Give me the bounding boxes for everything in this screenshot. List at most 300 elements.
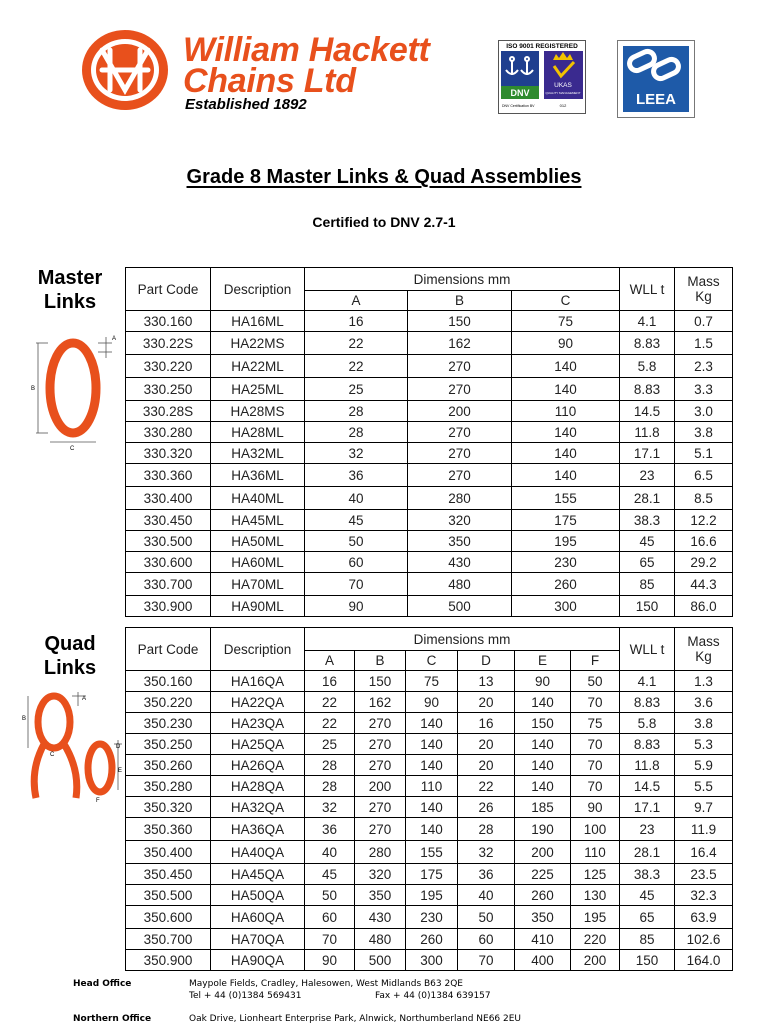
table-cell: 8.83 — [620, 734, 675, 755]
table-cell: HA50QA — [211, 885, 305, 906]
table-cell: 200 — [515, 841, 571, 864]
table-cell: HA40ML — [211, 487, 305, 510]
col-header-c: C — [406, 651, 458, 671]
table-cell: 500 — [408, 596, 512, 617]
table-cell: 40 — [458, 885, 515, 906]
table-cell: 195 — [512, 531, 620, 552]
col-header-mass: Mass Kg — [675, 628, 733, 671]
table-cell: 44.3 — [675, 573, 733, 596]
col-header-d: D — [458, 651, 515, 671]
table-cell: 14.5 — [620, 401, 675, 422]
table-cell: 8.83 — [620, 378, 675, 401]
table-cell: 330.220 — [126, 355, 211, 378]
table-cell: HA36ML — [211, 464, 305, 487]
table-cell: 140 — [512, 443, 620, 464]
table-cell: 330.250 — [126, 378, 211, 401]
table-cell: HA16QA — [211, 671, 305, 692]
table-cell: 36 — [305, 818, 355, 841]
table-cell: 23 — [620, 464, 675, 487]
table-cell: HA28QA — [211, 776, 305, 797]
ukas-label: UKAS — [554, 82, 572, 89]
table-cell: 110 — [406, 776, 458, 797]
table-cell: 2.3 — [675, 355, 733, 378]
table-cell: 350 — [515, 906, 571, 929]
table-cell: 140 — [406, 755, 458, 776]
table-cell: 410 — [515, 929, 571, 950]
table-cell: 140 — [515, 755, 571, 776]
table-cell: 270 — [355, 755, 406, 776]
col-header-e: E — [515, 651, 571, 671]
table-row — [126, 332, 733, 355]
svg-text:D: D — [116, 744, 121, 750]
table-cell: HA16ML — [211, 311, 305, 332]
table-cell: 4.1 — [620, 311, 675, 332]
table-cell: 32 — [305, 443, 408, 464]
table-cell: 200 — [408, 401, 512, 422]
table-row — [126, 734, 733, 755]
table-row — [126, 776, 733, 797]
table-cell: 16 — [458, 713, 515, 734]
table-cell: 140 — [512, 378, 620, 401]
table-cell: 330.600 — [126, 552, 211, 573]
table-cell: 5.3 — [675, 734, 733, 755]
table-cell: 70 — [305, 929, 355, 950]
table-cell: 350 — [355, 885, 406, 906]
table-cell: HA60ML — [211, 552, 305, 573]
table-row — [126, 755, 733, 776]
table-cell: 270 — [408, 378, 512, 401]
leea-label: LEEA — [635, 91, 677, 108]
table-cell: 75 — [571, 713, 620, 734]
table-cell: 350.400 — [126, 841, 211, 864]
table-cell: 45 — [620, 531, 675, 552]
table-cell: 350.260 — [126, 755, 211, 776]
table-cell: 270 — [355, 713, 406, 734]
table-row — [126, 422, 733, 443]
dnv-sub: DNV Certification BV — [502, 104, 535, 108]
table-cell: 175 — [512, 510, 620, 531]
table-cell: 90 — [406, 692, 458, 713]
table-cell: 195 — [571, 906, 620, 929]
table-cell: 32 — [305, 797, 355, 818]
table-cell: 162 — [408, 332, 512, 355]
table-cell: 480 — [355, 929, 406, 950]
table-cell: 430 — [408, 552, 512, 573]
table-cell: 28 — [458, 818, 515, 841]
table-cell: HA26QA — [211, 755, 305, 776]
table-cell: 65 — [620, 906, 675, 929]
table-cell: 162 — [355, 692, 406, 713]
table-cell: 164.0 — [675, 950, 733, 971]
table-cell: HA22MS — [211, 332, 305, 355]
table-cell: 140 — [406, 734, 458, 755]
table-cell: 140 — [515, 776, 571, 797]
table-cell: HA70ML — [211, 573, 305, 596]
svg-text:B: B — [31, 386, 36, 392]
table-row — [126, 713, 733, 734]
table-cell: 110 — [512, 401, 620, 422]
table-cell: 330.160 — [126, 311, 211, 332]
table-cell: 28 — [305, 755, 355, 776]
table-cell: HA45ML — [211, 510, 305, 531]
table-cell: 150 — [620, 596, 675, 617]
table-cell: 45 — [620, 885, 675, 906]
table-cell: 350.700 — [126, 929, 211, 950]
table-row — [126, 692, 733, 713]
table-cell: 270 — [408, 464, 512, 487]
table-cell: 25 — [305, 378, 408, 401]
table-cell: 20 — [458, 755, 515, 776]
quad-link-diagram — [22, 690, 126, 808]
table-cell: 26 — [458, 797, 515, 818]
col-header-wll: WLL t — [620, 268, 675, 311]
table-cell: 400 — [515, 950, 571, 971]
table-cell: 1.3 — [675, 671, 733, 692]
svg-text:B: B — [22, 716, 27, 722]
table-cell: 36 — [458, 864, 515, 885]
table-cell: 75 — [512, 311, 620, 332]
table-cell: 12.2 — [675, 510, 733, 531]
table-cell: 70 — [305, 573, 408, 596]
table-row — [126, 671, 733, 692]
table-cell: 90 — [515, 671, 571, 692]
table-cell: 8.5 — [675, 487, 733, 510]
table-cell: 70 — [571, 734, 620, 755]
head-office-label: Head Office — [73, 979, 132, 989]
table-row — [126, 378, 733, 401]
table-cell: HA28MS — [211, 401, 305, 422]
table-cell: 4.1 — [620, 671, 675, 692]
table-cell: HA70QA — [211, 929, 305, 950]
table-cell: 175 — [406, 864, 458, 885]
table-cell: 5.8 — [620, 713, 675, 734]
table-cell: 280 — [408, 487, 512, 510]
table-cell: 230 — [512, 552, 620, 573]
table-cell: 28 — [305, 776, 355, 797]
table-cell: HA60QA — [211, 906, 305, 929]
table-cell: 430 — [355, 906, 406, 929]
table-cell: 60 — [305, 552, 408, 573]
table-cell: HA50ML — [211, 531, 305, 552]
table-cell: 23.5 — [675, 864, 733, 885]
table-cell: 260 — [512, 573, 620, 596]
table-cell: 300 — [406, 950, 458, 971]
table-row — [126, 573, 733, 596]
table-cell: HA28ML — [211, 422, 305, 443]
table-cell: HA32ML — [211, 443, 305, 464]
table-cell: 28.1 — [620, 487, 675, 510]
table-cell: 350.230 — [126, 713, 211, 734]
table-cell: 16.6 — [675, 531, 733, 552]
table-cell: 40 — [305, 487, 408, 510]
table-cell: 40 — [305, 841, 355, 864]
table-row — [126, 355, 733, 378]
table-cell: 1.5 — [675, 332, 733, 355]
table-cell: 11.9 — [675, 818, 733, 841]
col-header-b: B — [408, 291, 512, 311]
table-cell: 125 — [571, 864, 620, 885]
table-cell: 270 — [408, 443, 512, 464]
northern-office-label: Northern Office — [73, 1014, 152, 1024]
table-cell: 6.5 — [675, 464, 733, 487]
table-cell: HA90ML — [211, 596, 305, 617]
table-cell: 110 — [571, 841, 620, 864]
table-cell: 200 — [355, 776, 406, 797]
col-header-c: C — [512, 291, 620, 311]
col-header-description: Description — [211, 268, 305, 311]
table-cell: HA32QA — [211, 797, 305, 818]
col-header-mass: Mass Kg — [675, 268, 733, 311]
table-cell: 330.320 — [126, 443, 211, 464]
table-cell: 17.1 — [620, 443, 675, 464]
table-cell: 16.4 — [675, 841, 733, 864]
northern-office-address: Oak Drive, Lionheart Enterprise Park, Alnwick, Northumberland NE66 2EU — [189, 1014, 522, 1024]
table-cell: 22 — [305, 355, 408, 378]
master-links-table — [125, 267, 733, 617]
head-office-tel: Tel + 44 (0)1384 569431 — [189, 991, 302, 1001]
table-cell: 220 — [571, 929, 620, 950]
table-cell: 140 — [406, 818, 458, 841]
head-office-address: Maypole Fields, Cradley, Halesowen, West Midlands B63 2QE — [189, 979, 463, 989]
table-cell: 90 — [571, 797, 620, 818]
table-cell: 330.700 — [126, 573, 211, 596]
table-cell: 38.3 — [620, 510, 675, 531]
table-row — [126, 864, 733, 885]
table-cell: 5.9 — [675, 755, 733, 776]
table-cell: 14.5 — [620, 776, 675, 797]
col-header-dimensions: Dimensions mm — [305, 268, 620, 291]
quad-links-table — [125, 627, 733, 971]
table-cell: 50 — [458, 906, 515, 929]
table-cell: 22 — [305, 332, 408, 355]
table-cell: 330.280 — [126, 422, 211, 443]
table-cell: 330.900 — [126, 596, 211, 617]
table-cell: 29.2 — [675, 552, 733, 573]
table-cell: 22 — [305, 692, 355, 713]
table-cell: HA23QA — [211, 713, 305, 734]
table-cell: 17.1 — [620, 797, 675, 818]
table-cell: 3.3 — [675, 378, 733, 401]
table-cell: 155 — [406, 841, 458, 864]
table-cell: 20 — [458, 692, 515, 713]
table-row — [126, 885, 733, 906]
col-header-part-code: Part Code — [126, 268, 211, 311]
table-row — [126, 552, 733, 573]
quad-link-icon — [34, 696, 112, 798]
col-header-part-code: Part Code — [126, 628, 211, 671]
table-cell: 320 — [408, 510, 512, 531]
table-cell: 330.450 — [126, 510, 211, 531]
svg-text:A: A — [112, 336, 117, 342]
table-row — [126, 950, 733, 971]
table-cell: 270 — [355, 734, 406, 755]
table-row — [126, 510, 733, 531]
table-cell: 140 — [512, 464, 620, 487]
table-cell: 50 — [571, 671, 620, 692]
table-cell: 260 — [515, 885, 571, 906]
table-cell: 200 — [571, 950, 620, 971]
table-cell: 102.6 — [675, 929, 733, 950]
established-tagline: Established 1892 — [185, 96, 307, 113]
document-subtitle: Certified to DNV 2.7-1 — [312, 214, 456, 230]
company-name-line2: Chains Ltd — [183, 62, 356, 100]
table-cell: 270 — [355, 797, 406, 818]
table-cell: 100 — [571, 818, 620, 841]
table-cell: 28.1 — [620, 841, 675, 864]
table-cell: HA45QA — [211, 864, 305, 885]
table-cell: 3.8 — [675, 422, 733, 443]
table-cell: HA36QA — [211, 818, 305, 841]
col-header-a: A — [305, 291, 408, 311]
table-cell: 75 — [406, 671, 458, 692]
table-cell: 0.7 — [675, 311, 733, 332]
table-row — [126, 818, 733, 841]
leea-badge — [617, 40, 695, 118]
table-cell: 23 — [620, 818, 675, 841]
table-cell: 350.500 — [126, 885, 211, 906]
table-row — [126, 841, 733, 864]
table-cell: 140 — [512, 422, 620, 443]
table-cell: 20 — [458, 734, 515, 755]
table-cell: 140 — [406, 797, 458, 818]
table-cell: HA22QA — [211, 692, 305, 713]
table-cell: 330.22S — [126, 332, 211, 355]
table-cell: 90 — [305, 950, 355, 971]
table-cell: 16 — [305, 671, 355, 692]
svg-text:F: F — [96, 798, 100, 804]
table-cell: 5.8 — [620, 355, 675, 378]
table-row — [126, 311, 733, 332]
company-logo-mark — [80, 28, 170, 112]
table-cell: 11.8 — [620, 422, 675, 443]
quad-links-heading: Quad Links — [43, 633, 97, 679]
table-cell: 5.5 — [675, 776, 733, 797]
table-cell: 3.0 — [675, 401, 733, 422]
table-cell: 270 — [408, 422, 512, 443]
table-cell: 225 — [515, 864, 571, 885]
table-cell: 70 — [458, 950, 515, 971]
ukas-code: 012 — [559, 103, 567, 108]
table-cell: 28 — [305, 401, 408, 422]
table-cell: 350.900 — [126, 950, 211, 971]
table-cell: 155 — [512, 487, 620, 510]
table-row — [126, 906, 733, 929]
table-cell: 350.360 — [126, 818, 211, 841]
table-cell: 50 — [305, 531, 408, 552]
table-cell: 36 — [305, 464, 408, 487]
table-cell: 350.220 — [126, 692, 211, 713]
table-cell: 330.500 — [126, 531, 211, 552]
table-cell: 70 — [571, 755, 620, 776]
svg-text:C: C — [70, 446, 75, 452]
table-row — [126, 929, 733, 950]
table-cell: 480 — [408, 573, 512, 596]
table-cell: 50 — [305, 885, 355, 906]
table-cell: 70 — [571, 776, 620, 797]
col-header-b: B — [355, 651, 406, 671]
table-row — [126, 596, 733, 617]
table-cell: 70 — [571, 692, 620, 713]
table-cell: 3.6 — [675, 692, 733, 713]
table-cell: 22 — [458, 776, 515, 797]
table-cell: 185 — [515, 797, 571, 818]
table-cell: 28 — [305, 422, 408, 443]
table-cell: 195 — [406, 885, 458, 906]
svg-text:E: E — [118, 768, 123, 774]
table-cell: 270 — [355, 818, 406, 841]
col-header-description: Description — [211, 628, 305, 671]
col-header-wll: WLL t — [620, 628, 675, 671]
table-cell: 330.400 — [126, 487, 211, 510]
table-cell: 8.83 — [620, 692, 675, 713]
table-cell: 500 — [355, 950, 406, 971]
col-header-f: F — [571, 651, 620, 671]
table-cell: 350.250 — [126, 734, 211, 755]
master-links-heading: Master Links — [37, 267, 103, 313]
table-cell: 140 — [512, 355, 620, 378]
table-cell: 60 — [458, 929, 515, 950]
table-cell: 45 — [305, 510, 408, 531]
table-cell: 140 — [515, 734, 571, 755]
svg-text:A: A — [82, 696, 87, 702]
table-cell: 32.3 — [675, 885, 733, 906]
master-link-icon — [50, 343, 96, 433]
table-cell: 22 — [305, 713, 355, 734]
company-name-line1: William Hackett — [183, 31, 430, 69]
table-cell: 60 — [305, 906, 355, 929]
table-cell: 350.280 — [126, 776, 211, 797]
table-cell: 300 — [512, 596, 620, 617]
table-cell: 350.160 — [126, 671, 211, 692]
col-header-dimensions: Dimensions mm — [305, 628, 620, 651]
head-office-fax: Fax + 44 (0)1384 639157 — [375, 991, 491, 1001]
table-cell: 32 — [458, 841, 515, 864]
table-cell: 13 — [458, 671, 515, 692]
table-cell: 130 — [571, 885, 620, 906]
table-cell: 280 — [355, 841, 406, 864]
table-cell: 86.0 — [675, 596, 733, 617]
table-cell: 150 — [355, 671, 406, 692]
table-cell: 5.1 — [675, 443, 733, 464]
table-cell: 63.9 — [675, 906, 733, 929]
table-cell: 150 — [515, 713, 571, 734]
table-row — [126, 401, 733, 422]
table-cell: 85 — [620, 573, 675, 596]
table-cell: 260 — [406, 929, 458, 950]
table-cell: 350.600 — [126, 906, 211, 929]
table-cell: HA25ML — [211, 378, 305, 401]
table-cell: 320 — [355, 864, 406, 885]
table-cell: HA22ML — [211, 355, 305, 378]
table-cell: 140 — [406, 713, 458, 734]
master-link-diagram — [28, 330, 120, 452]
table-cell: 65 — [620, 552, 675, 573]
table-cell: 330.28S — [126, 401, 211, 422]
table-cell: 90 — [512, 332, 620, 355]
table-cell: 330.360 — [126, 464, 211, 487]
table-cell: 8.83 — [620, 332, 675, 355]
table-cell: 350.450 — [126, 864, 211, 885]
table-cell: 9.7 — [675, 797, 733, 818]
ukas-sub: QUALITY MANAGEMENT — [545, 91, 581, 95]
table-cell: 25 — [305, 734, 355, 755]
table-row — [126, 531, 733, 552]
table-cell: 230 — [406, 906, 458, 929]
table-cell: 350.320 — [126, 797, 211, 818]
table-cell: HA40QA — [211, 841, 305, 864]
dnv-label: DNV — [510, 88, 530, 98]
table-cell: 3.8 — [675, 713, 733, 734]
